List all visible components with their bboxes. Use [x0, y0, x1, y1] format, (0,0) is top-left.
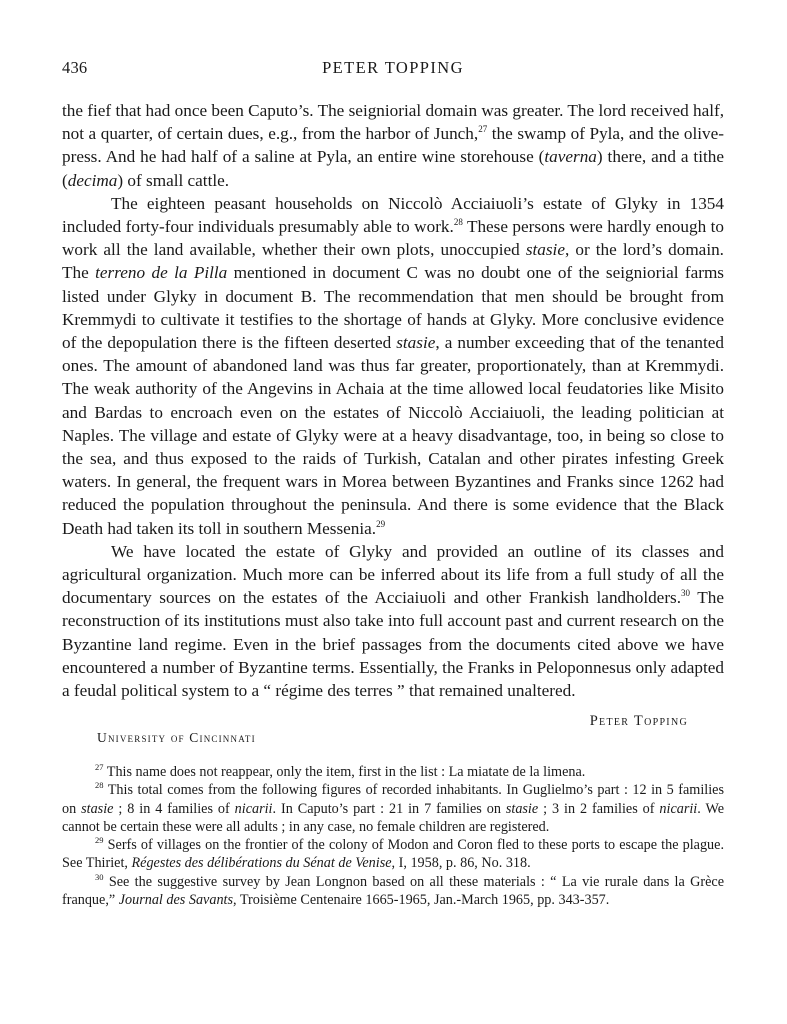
- paragraph-3: [62, 540, 724, 702]
- text-run: This name does not reappear, only the item, first in the list : La miatate de la limena.: [103, 764, 586, 781]
- text-run: The reconstruction of its institutions must also take into full account past and current research on the Byzantine land regime. Even in the brief passages from the documents cited above we have encountered a number of Byzantine terms. Essentially, the Franks in Peloponnesus only adapted a feudal political system to a “ régime des terres ” that remained unaltered.: [62, 588, 724, 701]
- italic-term: nicarii: [234, 800, 273, 817]
- text-run: We have located the estate of Glyky and provided an outline of its classes and agricultural organization. Much more can be inferred about its life from a full study of all the documentary sources on the estates of the Acciaiuoli and other Frankish landholders.: [62, 541, 724, 608]
- text-run: the swamp of Pyla, and the olive-press. And he had half of a saline at Pyla, an entire wine storehouse (: [62, 124, 724, 167]
- text-run: ; 8 in 4 families of: [113, 800, 235, 817]
- text-run: . We cannot be certain these were all adults ; in any case, no female children are registered.: [62, 800, 725, 835]
- italic-term: stasie: [396, 333, 436, 353]
- text-run: , a number exceeding that of the tenanted ones. The amount of abandoned land was thus far greater, proportionately, than at Kremmydi. The weak authority of the Angevins in Achaia at the time allowed local feudatories like Misito and Bardas to encroach even on the estates of Niccolò Acciaiuoli, the leading politician at Naples. The village and estate of Glyky were at a heavy disadvantage, too, in being so close to the sea, and thus exposed to the raids of Turkish, Catalan and other pirates infesting Greek waters. In general, the frequent wars in Morea between Byzantines and Franks since 1262 had reduced the population throughout the peninsula. And there is some evidence that the Black Death had taken its toll in southern Messenia.: [62, 333, 724, 538]
- body-text: [62, 99, 724, 702]
- footnote-30: [62, 873, 724, 909]
- footnotes: [62, 763, 724, 909]
- footnote-marker: 27: [95, 762, 104, 773]
- footnote-27: [62, 763, 724, 781]
- footnote-marker: 30: [681, 588, 691, 599]
- italic-term: terreno de la Pilla: [95, 263, 228, 283]
- footnote-29: [62, 836, 724, 872]
- footnote-marker: 30: [95, 871, 104, 882]
- text-run: See the suggestive survey by Jean Longnon based on all these materials : “ La vie rurale dans la Grèce franque,”: [62, 873, 724, 908]
- italic-term: stasie: [525, 240, 565, 260]
- page: [62, 58, 724, 909]
- footnote-marker: 28: [453, 217, 463, 228]
- text-run: ; 3 in 2 families of: [538, 800, 660, 817]
- footnote-marker: 29: [376, 518, 386, 529]
- text-run: ) there, and a tithe (: [62, 147, 724, 190]
- text-run: mentioned in document C was no doubt one of the seigniorial farms listed under Glyky in document B. The recommendation that men should be brought from Kremmydi to cultivate it testifies to the shortage of hands at Glyky. More conclusive evidence of the depopulation there is the fifteen deserted: [62, 263, 724, 353]
- italic-term: Régestes des délibérations du Sénat de Venise: [131, 855, 392, 872]
- text-run: The eighteen peasant households on Niccolò Acciaiuoli’s estate of Glyky in 1354 included forty-four individuals presumably able to work.: [62, 193, 724, 237]
- text-run: the fief that had once been Caputo’s. The seigniorial domain was greater. The lord received half, not a quarter, of certain dues, e.g., from the harbor of Junch,: [62, 101, 724, 144]
- signature-affiliation: University of Cincinnati: [97, 730, 256, 746]
- paragraph-2: [62, 192, 724, 540]
- page-number: 436: [62, 58, 88, 77]
- text-run: Serfs of villages on the frontier of the colony of Modon and Coron fled to these ports to escape the plague. See Thiriet,: [62, 837, 724, 872]
- footnote-marker: 28: [95, 780, 104, 791]
- footnote-marker: 29: [95, 835, 104, 846]
- italic-term: stasie: [81, 800, 114, 817]
- footnote-28: [62, 781, 724, 836]
- italic-term: nicarii: [659, 800, 698, 817]
- text-run: , I, 1958, p. 86, No. 318.: [391, 855, 531, 872]
- text-run: , Troisième Centenaire 1665-1965, Jan.-March 1965, pp. 343-357.: [233, 891, 610, 908]
- text-run: ) of small cattle.: [117, 170, 230, 190]
- text-run: . In Caputo’s part : 21 in 7 families on: [272, 800, 506, 817]
- italic-term: Journal des Savants: [118, 891, 233, 908]
- paragraph-1: [62, 99, 724, 192]
- text-run: These persons were hardly enough to work all the land available, whether their own plots, unoccupied: [62, 217, 724, 260]
- italic-term: taverna: [544, 147, 597, 167]
- italic-term: stasie: [505, 800, 539, 817]
- text-run: This total comes from the following figures of recorded inhabitants. In Guglielmo’s part : 12 in 5 families on: [62, 782, 724, 817]
- running-title: PETER TOPPING: [322, 58, 464, 77]
- text-run: , or the lord’s domain. The: [62, 240, 724, 283]
- signature-author: Peter Topping: [589, 713, 688, 730]
- footnote-marker: 27: [478, 124, 488, 135]
- page-header: [62, 58, 724, 82]
- italic-term: decima: [67, 170, 118, 190]
